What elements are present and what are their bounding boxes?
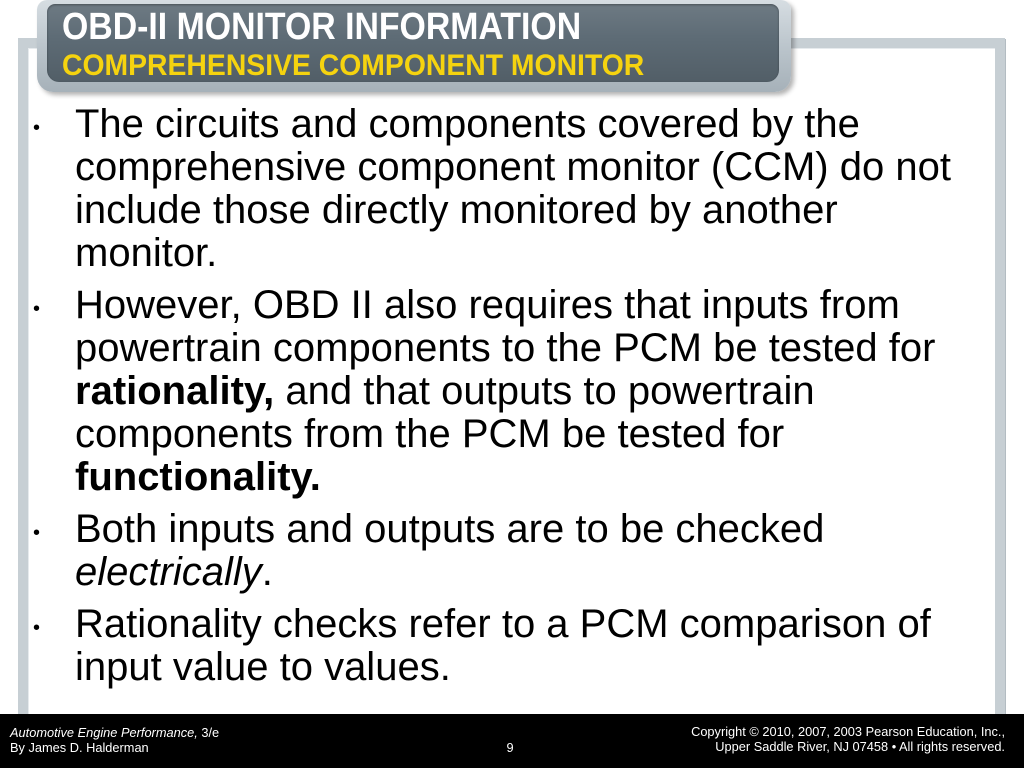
bullet-item	[33, 283, 967, 499]
bullet-text: The circuits and components covered by the comprehensive component monitor (CCM) do not include those directly monitored by another monitor.	[75, 102, 951, 275]
bullet-bold-term: functionality.	[75, 455, 321, 499]
slide-footer	[0, 714, 1024, 768]
bullet-dot-icon: •	[33, 617, 41, 639]
bullet-item	[33, 602, 967, 689]
slide-subtitle: COMPREHENSIVE COMPONENT MONITOR	[62, 49, 645, 82]
footer-edition: 3/e	[201, 725, 220, 740]
bullet-text: Rationality checks refer to a PCM comparison of input value to values.	[75, 602, 931, 689]
footer-address: Upper Saddle River, NJ 07458 • All rights reserved.	[715, 739, 1005, 754]
bullet-item	[33, 102, 967, 275]
bullet-item	[33, 507, 967, 594]
bullet-text-part: and that outputs to powertrain components from the PCM be tested for	[75, 369, 815, 456]
bullet-text-part: Both inputs and outputs are to be checked	[75, 507, 825, 551]
page-number: 9	[506, 740, 514, 755]
bullet-italic-term: electrically	[75, 550, 262, 594]
bullet-bold-term: rationality,	[75, 369, 275, 413]
footer-book-info	[10, 725, 219, 755]
footer-book-title: Automotive Engine Performance,	[10, 725, 198, 740]
bullet-dot-icon: •	[33, 522, 41, 544]
bullet-text-part: However, OBD II also requires that inputs from powertrain components to the PCM be tested for	[75, 283, 936, 370]
bullet-dot-icon: •	[33, 298, 41, 320]
footer-copyright: Copyright © 2010, 2007, 2003 Pearson Education, Inc.,	[691, 724, 1005, 739]
bullet-text-part: .	[261, 550, 273, 594]
footer-book-line	[10, 725, 219, 740]
slide-title: OBD-II MONITOR INFORMATION	[62, 6, 582, 48]
bullet-dot-icon: •	[33, 117, 41, 139]
title-panel	[37, 0, 791, 92]
bullet-text	[75, 507, 824, 594]
bullet-text	[75, 283, 935, 499]
bullet-list	[33, 102, 967, 698]
footer-copyright-block	[691, 724, 1005, 754]
footer-author: By James D. Halderman	[10, 740, 149, 755]
